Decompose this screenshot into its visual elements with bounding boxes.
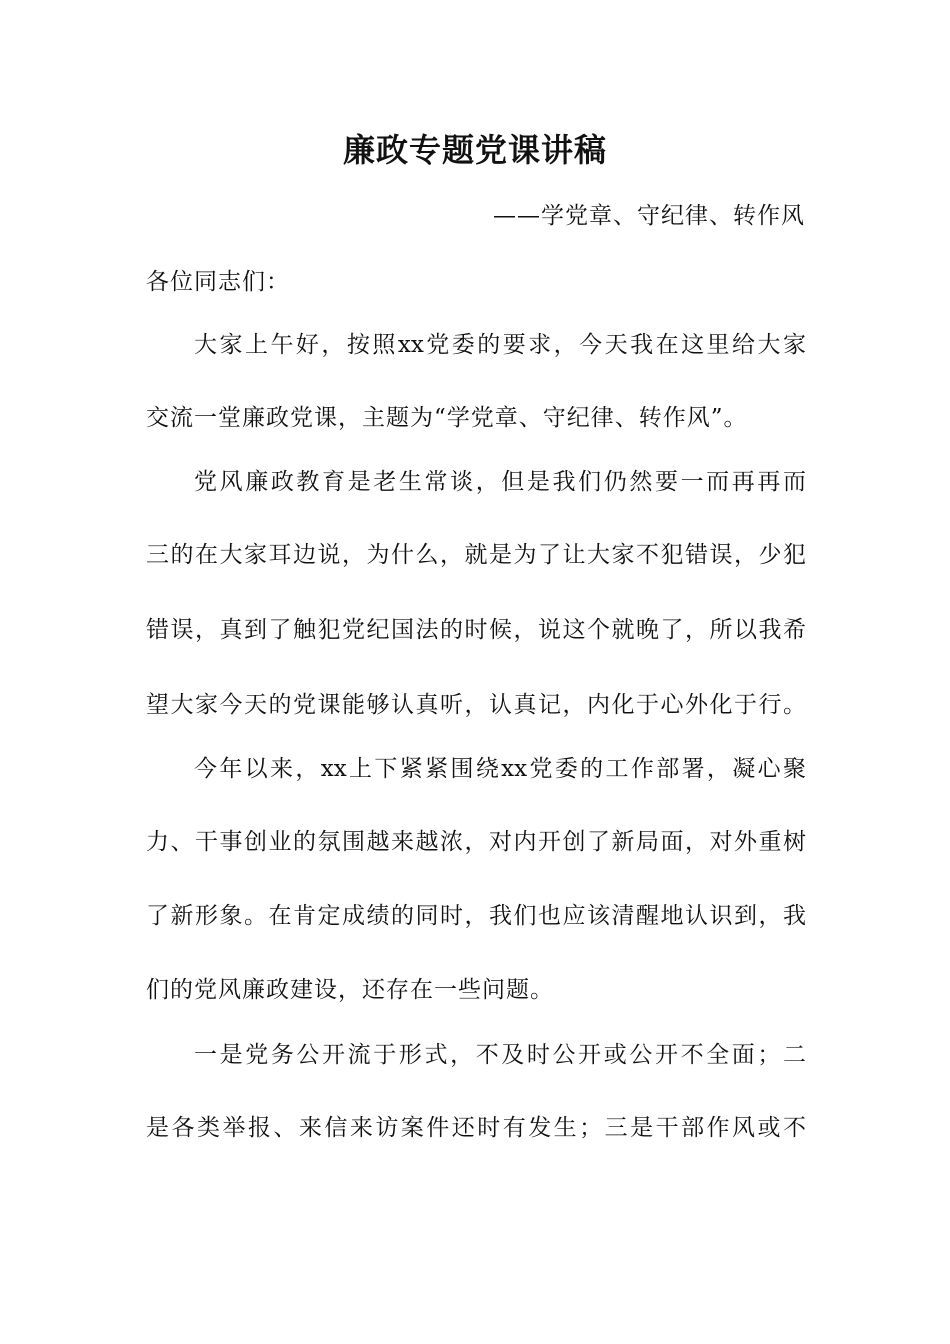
paragraph-line: 党风廉政教育是老生常谈，但是我们仍然要一而再再而 bbox=[194, 469, 806, 495]
paragraph-line: 大家上午好，按照xx党委的要求，今天我在这里给大家 bbox=[194, 332, 806, 358]
paragraph-line: 三的在大家耳边说，为什么，就是为了让大家不犯错误，少犯 bbox=[146, 542, 806, 568]
paragraph-line: 们的党风廉政建设，还存在一些问题。 bbox=[146, 977, 554, 1003]
paragraph-line: 力、干事创业的氛围越来越浓，对内开创了新局面，对外重树 bbox=[146, 829, 806, 855]
paragraph-line: 一是党务公开流于形式，不及时公开或公开不全面；二 bbox=[194, 1042, 806, 1068]
document-subtitle: ——学党章、守纪律、转作风 bbox=[493, 203, 805, 229]
paragraph-line: 望大家今天的党课能够认真听，认真记，内化于心外化于行。 bbox=[146, 692, 806, 718]
salutation: 各位同志们： bbox=[146, 269, 290, 295]
paragraph-line: 今年以来，xx上下紧紧围绕xx党委的工作部署，凝心聚 bbox=[194, 756, 806, 782]
paragraph-line: 是各类举报、来信来访案件还时有发生；三是干部作风或不 bbox=[146, 1115, 806, 1141]
paragraph-line: 错误，真到了触犯党纪国法的时候，说这个就晚了，所以我希 bbox=[146, 617, 806, 643]
paragraph-line: 了新形象。在肯定成绩的同时，我们也应该清醒地认识到，我 bbox=[146, 903, 806, 929]
document-title: 廉政专题党课讲稿 bbox=[342, 131, 607, 169]
paragraph-line: 交流一堂廉政党课，主题为“学党章、守纪律、转作风”。 bbox=[146, 405, 748, 431]
